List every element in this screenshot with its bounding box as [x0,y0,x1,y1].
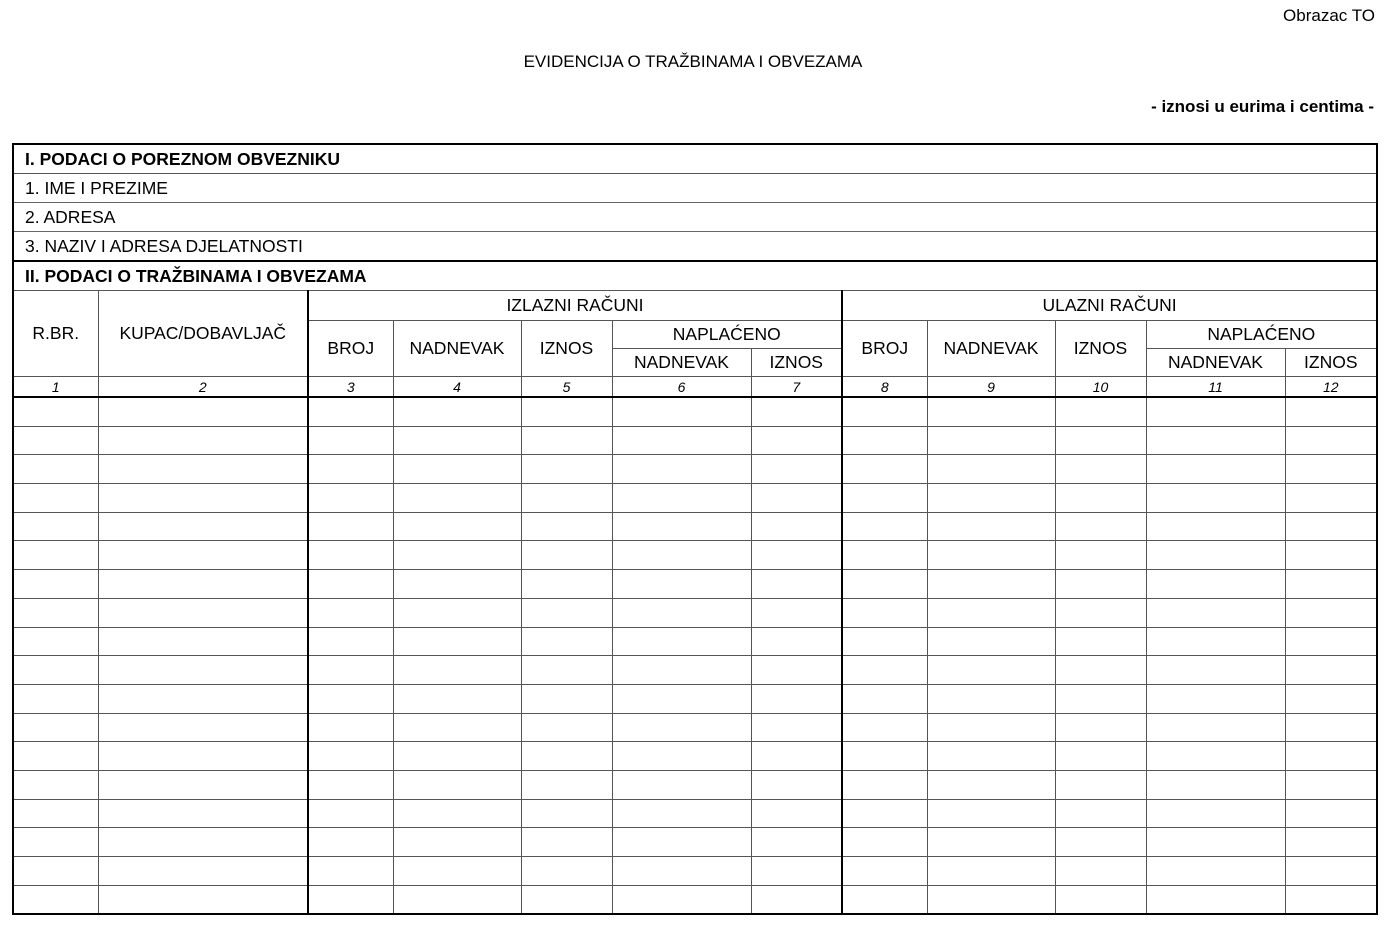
table-cell[interactable] [521,627,612,656]
table-cell[interactable] [612,684,751,713]
table-row [13,684,1377,713]
header-out-iznos: IZNOS [521,321,612,377]
table-cell[interactable] [1285,742,1377,771]
table-cell[interactable] [927,598,1055,627]
table-cell[interactable] [1285,885,1377,914]
table-row [13,484,1377,513]
table-cell[interactable] [1146,426,1285,455]
table-cell[interactable] [98,598,308,627]
table-cell[interactable] [308,627,393,656]
table-cell[interactable] [612,770,751,799]
table-cell[interactable] [927,484,1055,513]
table-cell[interactable] [1146,397,1285,426]
table-cell[interactable] [1055,828,1146,857]
table-cell[interactable] [751,857,842,886]
table-cell[interactable] [98,570,308,599]
table-cell[interactable] [1285,799,1377,828]
table-row [13,455,1377,484]
table-cell[interactable] [98,455,308,484]
header-out-paid-amount: IZNOS [751,349,842,377]
table-cell[interactable] [1055,885,1146,914]
table-cell[interactable] [13,828,98,857]
header-in-paid-amount: IZNOS [1285,349,1377,377]
table-cell[interactable] [927,857,1055,886]
table-row [13,598,1377,627]
table-row [13,541,1377,570]
table-cell[interactable] [1055,742,1146,771]
column-number: 1 [13,377,98,398]
table-cell[interactable] [521,484,612,513]
table-cell[interactable] [612,656,751,685]
table-cell[interactable] [13,484,98,513]
table-cell[interactable] [751,541,842,570]
table-cell[interactable] [1285,598,1377,627]
column-number: 9 [927,377,1055,398]
table-cell[interactable] [308,598,393,627]
table-cell[interactable] [13,455,98,484]
table-cell[interactable] [1285,828,1377,857]
table-cell[interactable] [308,770,393,799]
table-cell[interactable] [98,857,308,886]
table-cell[interactable] [308,512,393,541]
page-title: EVIDENCIJA O TRAŽBINAMA I OBVEZAMA [523,52,863,71]
table-cell[interactable] [612,426,751,455]
table-cell[interactable] [751,627,842,656]
table-cell[interactable] [308,684,393,713]
table-cell[interactable] [521,799,612,828]
header-outgoing: IZLAZNI RAČUNI [308,291,842,321]
table-row [13,770,1377,799]
table-cell[interactable] [393,828,521,857]
table-cell[interactable] [98,742,308,771]
table-cell[interactable] [1146,570,1285,599]
section1-heading: I. PODACI O POREZNOM OBVEZNIKU [13,144,1377,174]
table-cell[interactable] [13,799,98,828]
table-cell[interactable] [393,455,521,484]
table-cell[interactable] [1055,397,1146,426]
table-cell[interactable] [612,598,751,627]
header-in-naplaceno: NAPLAĆENO [1146,321,1377,349]
table-cell[interactable] [393,684,521,713]
column-number: 12 [1285,377,1377,398]
table-cell[interactable] [842,426,927,455]
table-cell[interactable] [927,541,1055,570]
table-cell[interactable] [308,742,393,771]
table-cell[interactable] [98,512,308,541]
header-in-iznos: IZNOS [1055,321,1146,377]
table-row [13,799,1377,828]
table-row [13,828,1377,857]
table-cell[interactable] [842,828,927,857]
table-cell[interactable] [13,857,98,886]
table-cell[interactable] [1055,570,1146,599]
table-cell[interactable] [13,656,98,685]
table-cell[interactable] [1285,684,1377,713]
table-cell[interactable] [13,885,98,914]
table-cell[interactable] [612,455,751,484]
table-cell[interactable] [842,570,927,599]
table-cell[interactable] [308,455,393,484]
table-cell[interactable] [98,627,308,656]
header-out-nadnevak: NADNEVAK [393,321,521,377]
table-cell[interactable] [393,713,521,742]
header-out-broj: BROJ [308,321,393,377]
table-cell[interactable] [98,713,308,742]
table-cell[interactable] [1285,857,1377,886]
table-cell[interactable] [13,397,98,426]
table-cell[interactable] [927,885,1055,914]
table-cell[interactable] [393,742,521,771]
table-cell[interactable] [393,397,521,426]
table-cell[interactable] [1055,857,1146,886]
table-cell[interactable] [521,828,612,857]
table-cell[interactable] [98,885,308,914]
table-cell[interactable] [927,627,1055,656]
field-address[interactable]: 2. ADRESA [13,203,1377,232]
table-cell[interactable] [13,512,98,541]
table-cell[interactable] [1285,713,1377,742]
table-cell[interactable] [393,770,521,799]
table-cell[interactable] [927,799,1055,828]
table-cell[interactable] [521,857,612,886]
table-cell[interactable] [1055,684,1146,713]
table-cell[interactable] [1055,598,1146,627]
table-cell[interactable] [308,857,393,886]
table-cell[interactable] [612,885,751,914]
table-cell[interactable] [927,770,1055,799]
table-cell[interactable] [521,742,612,771]
table-cell[interactable] [13,541,98,570]
table-cell[interactable] [1055,541,1146,570]
table-cell[interactable] [308,570,393,599]
table-cell[interactable] [1285,397,1377,426]
table-cell[interactable] [1055,799,1146,828]
header-out-paid-date: NADNEVAK [612,349,751,377]
table-cell[interactable] [521,512,612,541]
table-cell[interactable] [308,397,393,426]
table-cell[interactable] [98,397,308,426]
table-cell[interactable] [1055,484,1146,513]
table-cell[interactable] [308,713,393,742]
table-cell[interactable] [1146,656,1285,685]
table-cell[interactable] [842,857,927,886]
table-cell[interactable] [612,541,751,570]
table-row [13,512,1377,541]
column-number: 3 [308,377,393,398]
table-cell[interactable] [521,656,612,685]
table-row [13,857,1377,886]
table-cell[interactable] [521,885,612,914]
form-code: Obrazac TO [1283,6,1375,25]
table-cell[interactable] [927,713,1055,742]
table-row [13,570,1377,599]
table-cell[interactable] [308,484,393,513]
table-row [13,426,1377,455]
table-cell[interactable] [521,770,612,799]
table-cell[interactable] [842,742,927,771]
table-cell[interactable] [751,426,842,455]
table-cell[interactable] [927,742,1055,771]
table-cell[interactable] [927,656,1055,685]
column-number: 5 [521,377,612,398]
table-cell[interactable] [842,627,927,656]
table-cell[interactable] [98,656,308,685]
table-cell[interactable] [612,627,751,656]
table-cell[interactable] [1055,455,1146,484]
column-number: 11 [1146,377,1285,398]
table-cell[interactable] [521,684,612,713]
table-cell[interactable] [1146,684,1285,713]
table-cell[interactable] [1146,770,1285,799]
table-cell[interactable] [612,713,751,742]
table-cell[interactable] [751,397,842,426]
table-cell[interactable] [98,541,308,570]
table-cell[interactable] [1146,799,1285,828]
table-cell[interactable] [612,857,751,886]
table-cell[interactable] [927,426,1055,455]
table-cell[interactable] [1055,627,1146,656]
table-cell[interactable] [927,397,1055,426]
table-cell[interactable] [393,799,521,828]
table-cell[interactable] [308,541,393,570]
table-row [13,713,1377,742]
table-row [13,627,1377,656]
table-cell[interactable] [1285,512,1377,541]
header-in-broj: BROJ [842,321,927,377]
table-cell[interactable] [751,598,842,627]
header-out-naplaceno: NAPLAĆENO [612,321,842,349]
column-number: 7 [751,377,842,398]
table-cell[interactable] [308,656,393,685]
table-cell[interactable] [13,426,98,455]
table-row [13,397,1377,426]
units-note: - iznosi u eurima i centima - [1151,97,1374,116]
table-cell[interactable] [1055,713,1146,742]
table-row [13,656,1377,685]
table-cell[interactable] [612,512,751,541]
table-cell[interactable] [393,570,521,599]
header-in-nadnevak: NADNEVAK [927,321,1055,377]
table-cell[interactable] [842,512,927,541]
table-cell[interactable] [1285,770,1377,799]
table-cell[interactable] [1055,656,1146,685]
table-cell[interactable] [612,484,751,513]
table-cell[interactable] [927,570,1055,599]
table-cell[interactable] [751,770,842,799]
table-cell[interactable] [98,828,308,857]
table-cell[interactable] [1146,627,1285,656]
table-cell[interactable] [308,885,393,914]
column-number: 6 [612,377,751,398]
table-cell[interactable] [1285,627,1377,656]
table-cell[interactable] [13,742,98,771]
table-cell[interactable] [842,684,927,713]
table-cell[interactable] [842,541,927,570]
table-cell[interactable] [521,397,612,426]
table-cell[interactable] [1055,426,1146,455]
field-name[interactable]: 1. IME I PREZIME [13,174,1377,203]
table-cell[interactable] [393,598,521,627]
table-cell[interactable] [1285,656,1377,685]
table-cell[interactable] [612,570,751,599]
table-cell[interactable] [927,684,1055,713]
table-cell[interactable] [308,426,393,455]
table-cell[interactable] [98,684,308,713]
table-cell[interactable] [751,455,842,484]
table-cell[interactable] [751,484,842,513]
table-cell[interactable] [13,570,98,599]
table-cell[interactable] [308,799,393,828]
table-cell[interactable] [521,570,612,599]
table-cell[interactable] [612,397,751,426]
table-cell[interactable] [842,656,927,685]
table-cell[interactable] [1146,598,1285,627]
table-cell[interactable] [751,742,842,771]
table-cell[interactable] [842,885,927,914]
table-cell[interactable] [521,598,612,627]
table-cell[interactable] [308,828,393,857]
table-cell[interactable] [393,541,521,570]
table-row [13,885,1377,914]
table-cell[interactable] [521,713,612,742]
table-cell[interactable] [1146,857,1285,886]
table-cell[interactable] [751,512,842,541]
table-cell[interactable] [393,885,521,914]
table-cell[interactable] [612,799,751,828]
table-cell[interactable] [13,770,98,799]
table-cell[interactable] [927,455,1055,484]
header-in-paid-date: NADNEVAK [1146,349,1285,377]
table-cell[interactable] [751,570,842,599]
header-incoming: ULAZNI RAČUNI [842,291,1377,321]
table-cell[interactable] [98,484,308,513]
table-cell[interactable] [1146,885,1285,914]
table-cell[interactable] [13,598,98,627]
table-cell[interactable] [13,713,98,742]
table-cell[interactable] [1146,512,1285,541]
table-cell[interactable] [393,484,521,513]
header-rbr: R.BR. [13,291,98,377]
table-cell[interactable] [98,426,308,455]
column-number: 4 [393,377,521,398]
table-cell[interactable] [521,455,612,484]
table-cell[interactable] [521,541,612,570]
table-cell[interactable] [1146,455,1285,484]
table-cell[interactable] [1285,570,1377,599]
table-cell[interactable] [1285,541,1377,570]
table-cell[interactable] [1146,484,1285,513]
column-number: 8 [842,377,927,398]
table-cell[interactable] [751,684,842,713]
table-cell[interactable] [393,426,521,455]
table-cell[interactable] [521,426,612,455]
section2-heading: II. PODACI O TRAŽBINAMA I OBVEZAMA [13,261,1377,291]
table-cell[interactable] [1146,742,1285,771]
table-cell[interactable] [98,770,308,799]
table-cell[interactable] [393,857,521,886]
table-cell[interactable] [393,512,521,541]
table-cell[interactable] [751,885,842,914]
field-business[interactable]: 3. NAZIV I ADRESA DJELATNOSTI [13,232,1377,262]
table-cell[interactable] [1146,713,1285,742]
table-cell[interactable] [393,627,521,656]
table-cell[interactable] [393,656,521,685]
table-cell[interactable] [842,484,927,513]
table-cell[interactable] [842,799,927,828]
table-cell[interactable] [13,684,98,713]
form-table [12,143,1378,915]
table-cell[interactable] [1285,455,1377,484]
table-cell[interactable] [1055,770,1146,799]
table-cell[interactable] [842,713,927,742]
table-cell[interactable] [751,799,842,828]
table-cell[interactable] [612,828,751,857]
table-cell[interactable] [927,828,1055,857]
table-cell[interactable] [751,713,842,742]
table-cell[interactable] [13,627,98,656]
table-cell[interactable] [1146,828,1285,857]
table-cell[interactable] [1285,426,1377,455]
column-number: 2 [98,377,308,398]
table-cell[interactable] [1055,512,1146,541]
table-cell[interactable] [927,512,1055,541]
table-cell[interactable] [751,828,842,857]
table-cell[interactable] [612,742,751,771]
table-cell[interactable] [1285,484,1377,513]
table-row [13,742,1377,771]
table-cell[interactable] [842,455,927,484]
table-cell[interactable] [842,397,927,426]
column-number: 10 [1055,377,1146,398]
table-cell[interactable] [98,799,308,828]
table-cell[interactable] [1146,541,1285,570]
table-cell[interactable] [842,770,927,799]
header-party: KUPAC/DOBAVLJAČ [98,291,308,377]
table-cell[interactable] [842,598,927,627]
table-cell[interactable] [751,656,842,685]
